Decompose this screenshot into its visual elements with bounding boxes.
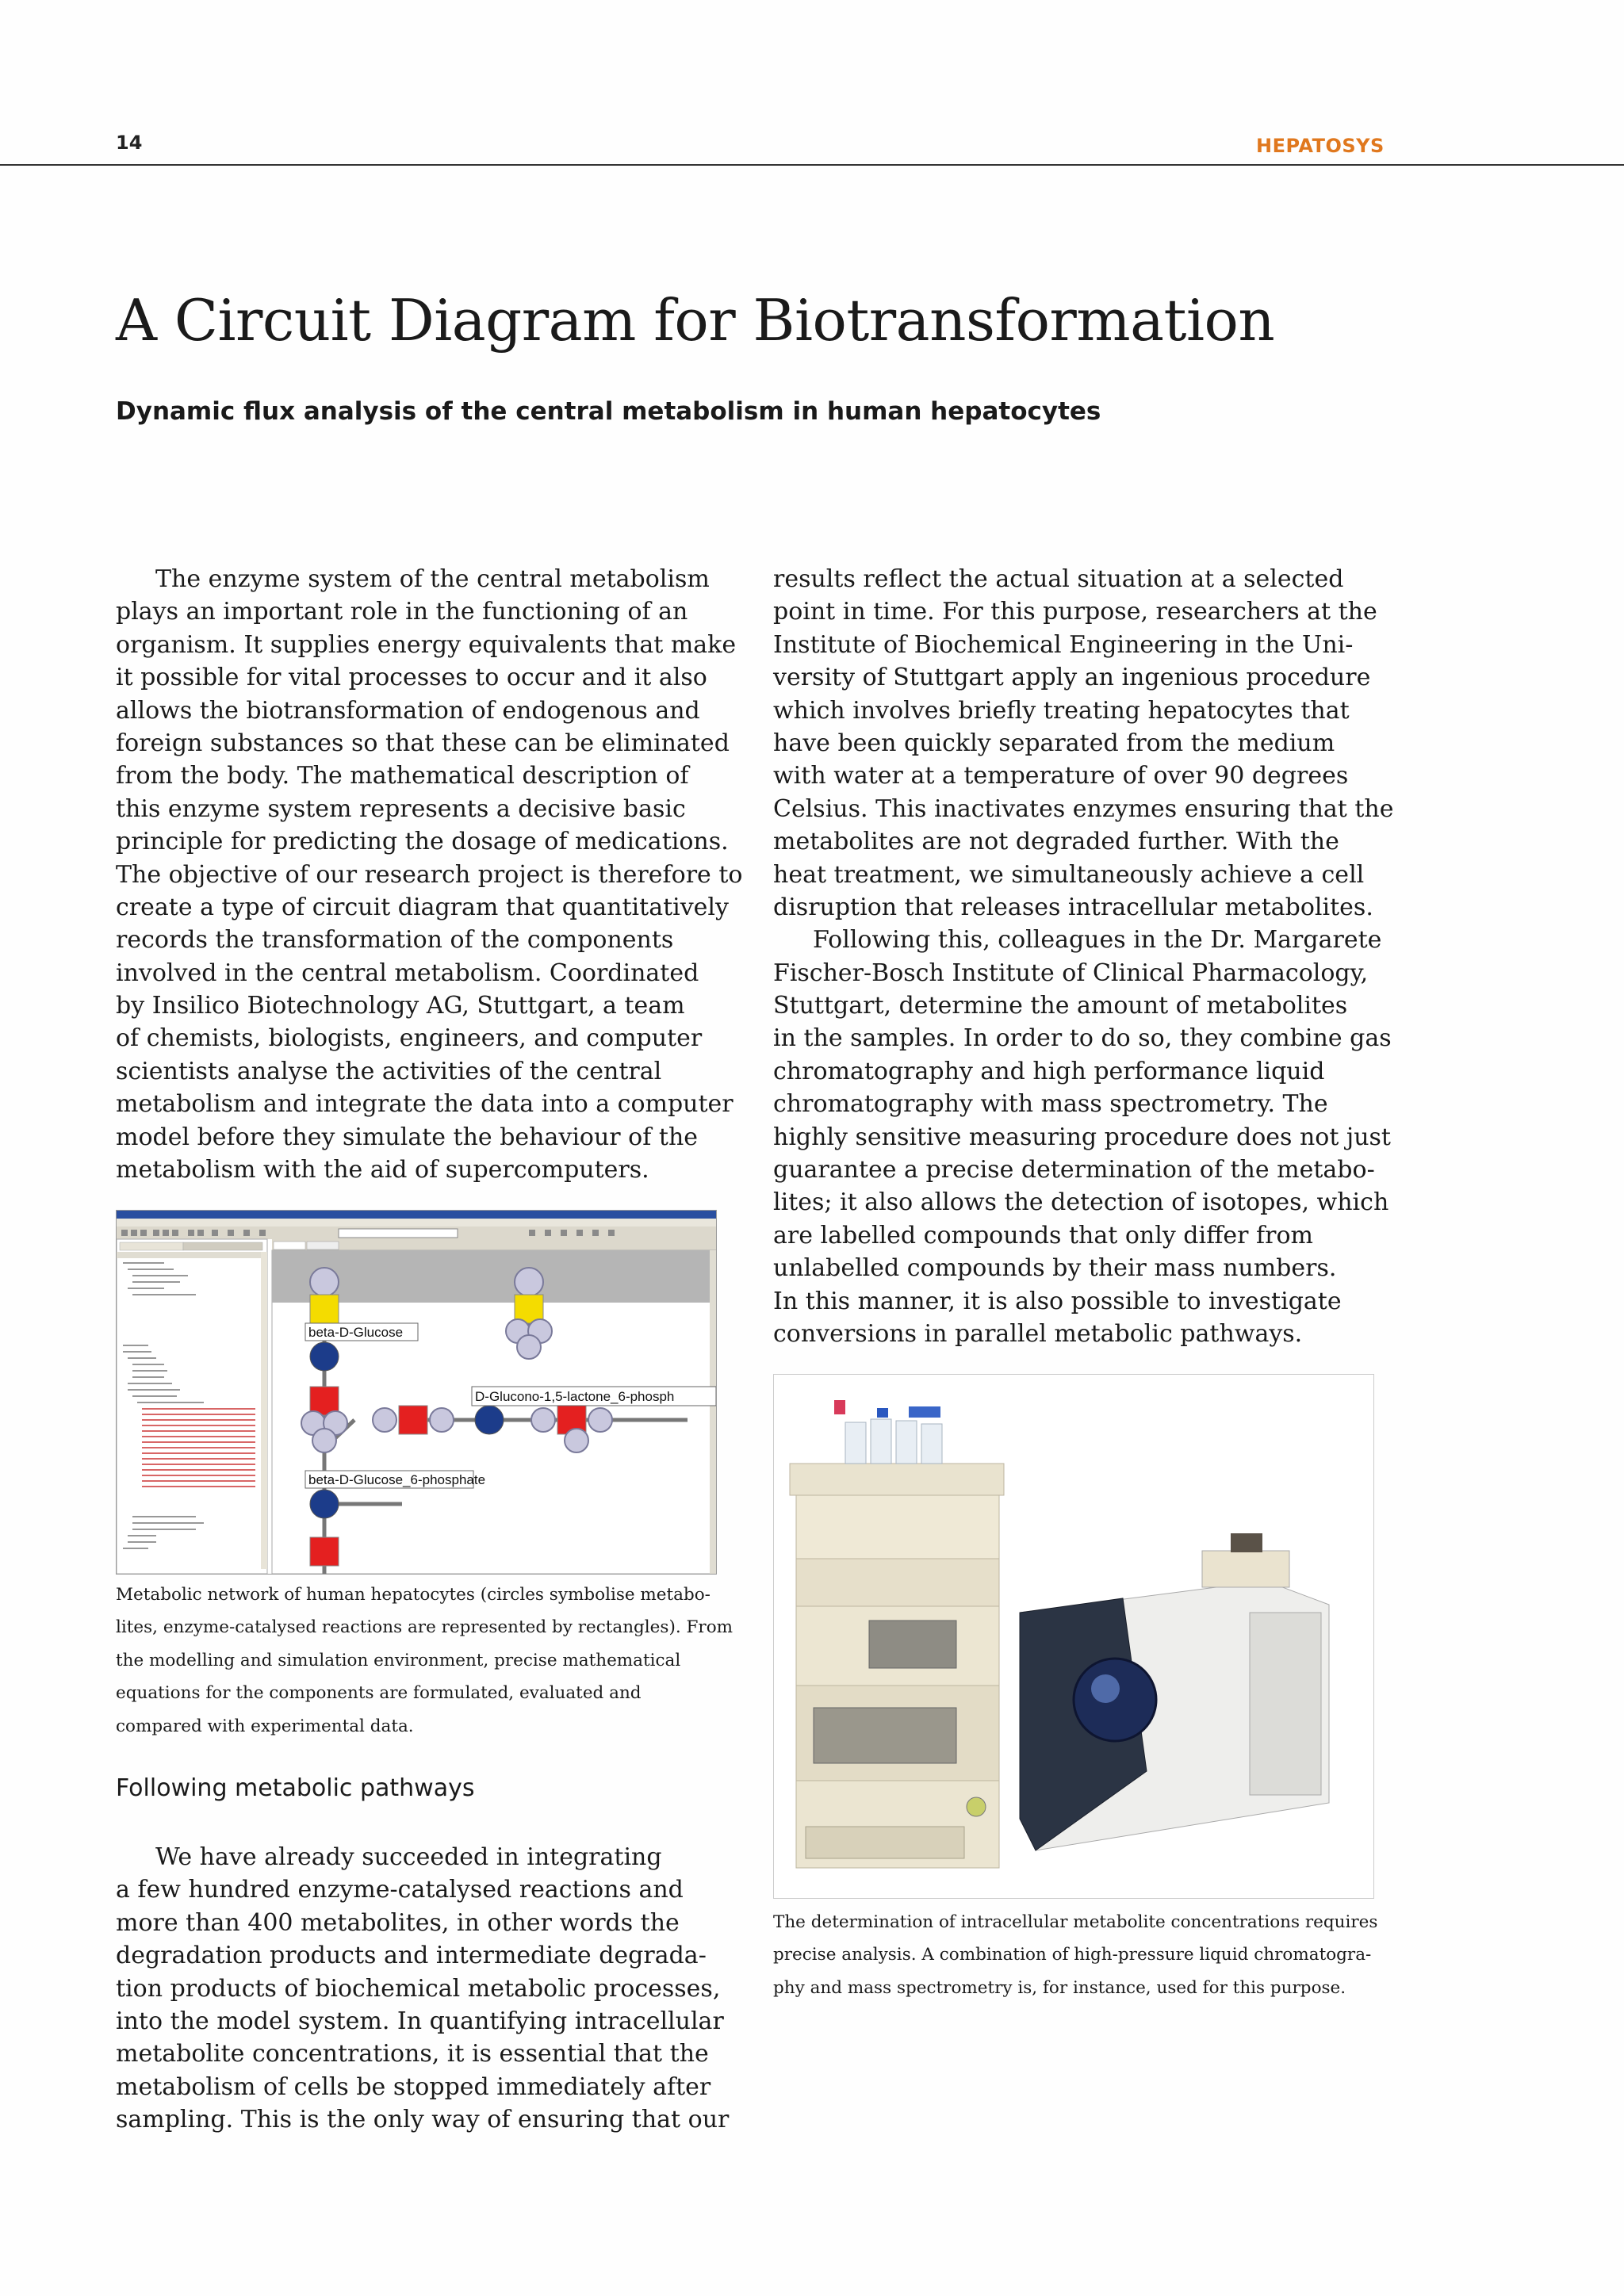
metabolic-network-figure	[116, 1210, 717, 1575]
text-line: Institute of Biochemical Engineering in the Uni-	[773, 630, 1354, 659]
text-line: We have already succeeded in integrating	[155, 1843, 662, 1871]
page-number: 14	[116, 132, 143, 154]
text-line: have been quickly separated from the medium	[773, 729, 1335, 757]
text-line: organism. It supplies energy equivalents that make	[116, 630, 737, 659]
caption-line: lites, enzyme-catalysed reactions are represented by rectangles). From	[116, 1617, 733, 1638]
text-line: involved in the central metabolism. Coordinated	[116, 959, 699, 987]
text-line: principle for predicting the dosage of medications.	[116, 828, 729, 856]
text-line: allows the biotransformation of endogenous and	[116, 696, 700, 725]
caption-line: equations for the components are formulated, evaluated and	[116, 1683, 642, 1704]
text-line: sampling. This is the only way of ensuring that our	[116, 2106, 730, 2134]
text-line: create a type of circuit diagram that quantitatively	[116, 893, 729, 921]
text-line: The enzyme system of the central metabolism	[155, 565, 710, 593]
text-line: conversions in parallel metabolic pathways.	[773, 1319, 1303, 1348]
text-line: it possible for vital processes to occur and it also	[116, 664, 707, 692]
instrument-photo-figure	[773, 1374, 1374, 1899]
text-line: this enzyme system represents a decisive basic	[116, 794, 686, 823]
caption-line: The determination of intracellular metabolite concentrations requires	[773, 1912, 1378, 1932]
text-line: lites; it also allows the detection of isotopes, which	[773, 1188, 1389, 1217]
left-column-text	[116, 563, 743, 1186]
text-line: from the body. The mathematical description of	[116, 762, 689, 790]
text-line: foreign substances so that these can be eliminated	[116, 729, 730, 757]
text-line: metabolites are not degraded further. With the	[773, 828, 1339, 856]
text-line: highly sensitive measuring procedure does not just	[773, 1123, 1391, 1151]
text-line: Fischer-Bosch Institute of Clinical Pharmacology,	[773, 959, 1369, 987]
text-line: Stuttgart, determine the amount of metabolites	[773, 992, 1348, 1020]
label-d-glucono-lactone: D-Glucono-1,5-lactone_6-phosph	[475, 1389, 675, 1404]
text-line: more than 400 metabolites, in other words the	[116, 1908, 680, 1937]
text-line: metabolism of cells be stopped immediately after	[116, 2072, 711, 2101]
caption-line: the modelling and simulation environment, precise mathematical	[116, 1650, 681, 1670]
network-screenshot-svg	[117, 1211, 716, 1574]
text-line: in the samples. In order to do so, they combine gas	[773, 1024, 1392, 1053]
text-line: results reflect the actual situation at a selected	[773, 565, 1344, 593]
caption-line: precise analysis. A combination of high-pressure liquid chromatogra-	[773, 1945, 1372, 1965]
caption-line: compared with experimental data.	[116, 1716, 414, 1736]
label-beta-d-glucose: beta-D-Glucose	[308, 1325, 404, 1340]
text-line: tion products of biochemical metabolic processes,	[116, 1974, 721, 2003]
header-rule	[0, 164, 1624, 166]
text-line: records the transformation of the components	[116, 926, 674, 955]
figure-caption-network	[116, 1578, 733, 1743]
text-line: In this manner, it is also possible to investigate	[773, 1287, 1342, 1315]
text-line: disruption that releases intracellular metabolites.	[773, 893, 1373, 921]
instrument-photo-svg	[774, 1375, 1373, 1898]
caption-line: Metabolic network of human hepatocytes (circles symbolise metabo-	[116, 1585, 710, 1605]
text-line: chromatography and high performance liquid	[773, 1057, 1325, 1085]
text-line: which involves briefly treating hepatocytes that	[773, 696, 1350, 725]
text-line: with water at a temperature of over 90 degrees	[773, 762, 1349, 790]
label-glucose-6-phosphate: beta-D-Glucose_6-phosphate	[308, 1472, 486, 1487]
hplc-stack	[790, 1400, 1004, 1868]
text-line: Following this, colleagues in the Dr. Margarete	[813, 926, 1382, 955]
article-title: A Circuit Diagram for Biotransformation	[116, 287, 1275, 354]
running-header: HEPATOSYS	[1256, 135, 1385, 157]
text-line: a few hundred enzyme-catalysed reactions and	[116, 1876, 684, 1904]
text-line: chromatography with mass spectrometry. The	[773, 1090, 1328, 1119]
mass-spectrometer	[1020, 1533, 1329, 1850]
text-line: The objective of our research project is therefore to	[116, 860, 743, 889]
text-line: versity of Stuttgart apply an ingenious procedure	[773, 664, 1371, 692]
text-line: by Insilico Biotechnology AG, Stuttgart, a team	[116, 992, 685, 1020]
text-line: metabolism and integrate the data into a computer	[116, 1090, 733, 1119]
text-line: scientists analyse the activities of the central	[116, 1057, 662, 1085]
text-line: are labelled compounds that only differ from	[773, 1221, 1314, 1249]
article-subtitle: Dynamic flux analysis of the central metabolism in human hepatocytes	[116, 397, 1101, 426]
right-column-text	[773, 563, 1394, 1350]
section-heading: Following metabolic pathways	[116, 1774, 475, 1802]
text-line: of chemists, biologists, engineers, and computer	[116, 1024, 703, 1053]
text-line: degradation products and intermediate degrada-	[116, 1942, 707, 1970]
text-line: metabolite concentrations, it is essential that the	[116, 2040, 709, 2068]
text-line: heat treatment, we simultaneously achieve a cell	[773, 860, 1365, 889]
text-line: point in time. For this purpose, researchers at the	[773, 598, 1377, 626]
text-line: unlabelled compounds by their mass numbers.	[773, 1254, 1337, 1283]
text-line: Celsius. This inactivates enzymes ensuring that the	[773, 794, 1394, 823]
text-line: into the model system. In quantifying intracellular	[116, 2007, 724, 2035]
text-line: guarantee a precise determination of the metabo-	[773, 1156, 1375, 1184]
figure-caption-instruments	[773, 1906, 1384, 2004]
text-line: model before they simulate the behaviour of the	[116, 1123, 699, 1151]
caption-line: phy and mass spectrometry is, for instance, used for this purpose.	[773, 1977, 1346, 1998]
left-column-text-2	[116, 1841, 730, 2137]
text-line: metabolism with the aid of supercomputers.	[116, 1156, 649, 1184]
text-line: plays an important role in the functioning of an	[116, 598, 688, 626]
